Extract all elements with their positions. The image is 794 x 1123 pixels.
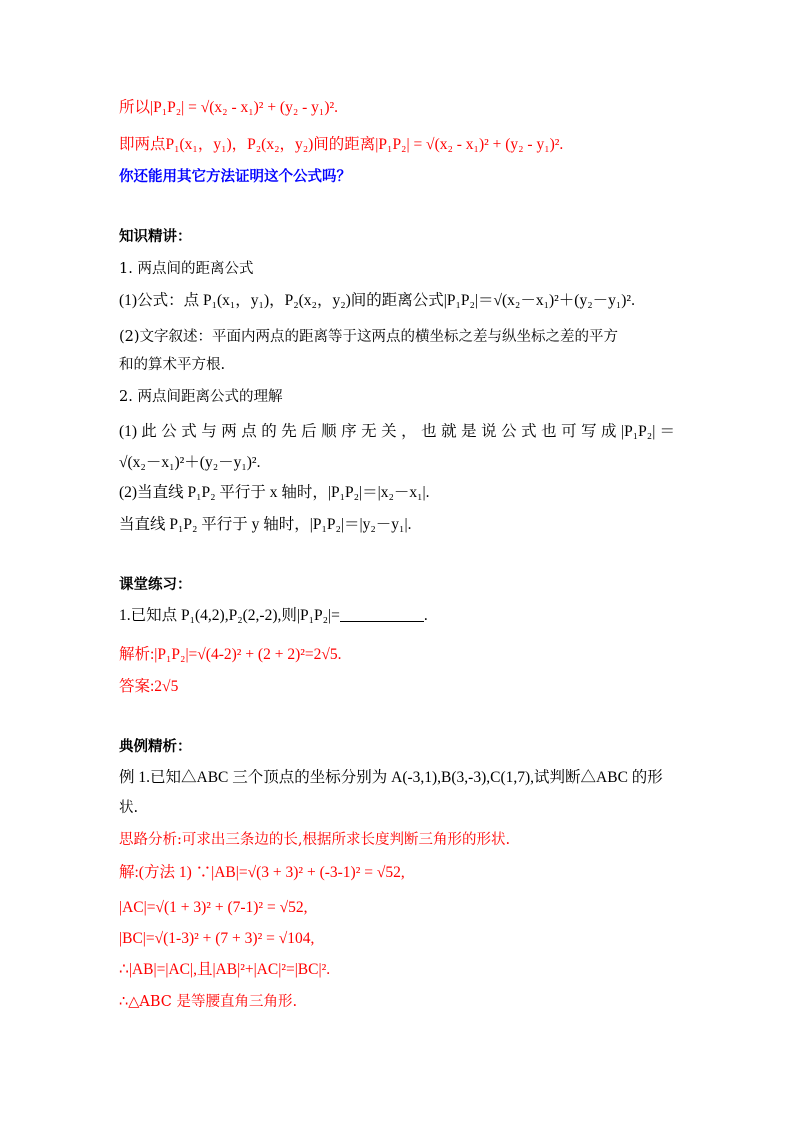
- practice-question-1-text: 1.已知点 P₁(4,2),P₂(2,-2),则|P₁P₂|=: [119, 607, 340, 624]
- text-description-line-1: (2)文字叙述：平面内两点的距离等于这两点的横坐标之差与纵坐标之差的平方: [119, 329, 619, 345]
- distance-formula-statement: 即两点P₁(x₁，y₁)，P₂(x₂，y₂)间的距离|P₁P₂| = √(x₂ - x₁)² + (y₂ - y₁)².: [119, 136, 564, 153]
- answer-blank: [340, 607, 424, 622]
- parallel-y-axis-case: 当直线 P₁P₂ 平行于 y 轴时，|P₁P₂|＝|y₂－y₁|.: [119, 516, 412, 533]
- formula-definition: (1)公式：点 P₁(x₁，y₁)，P₂(x₂，y₂)间的距离公式|P₁P₂|＝√(x₂－x₁)²＋(y₂－y₁)².: [119, 292, 635, 309]
- parallel-x-axis-case: (2)当直线 P₁P₂ 平行于 x 轴时，|P₁P₂|＝|x₂－x₁|.: [119, 484, 430, 501]
- text-description-line-2: 和的算术平方根.: [119, 357, 226, 373]
- solution-ac-length: |AC|=√(1 + 3)² + (7-1)² = √52,: [119, 899, 308, 916]
- practice-question-1: 1.已知点 P₁(4,2),P₂(2,-2),则|P₁P₂|= .: [119, 607, 428, 624]
- example-1-analysis: 思路分析:可求出三条边的长,根据所求长度判断三角形的形状.: [119, 832, 511, 848]
- alternative-proof-question: 你还能用其它方法证明这个公式吗？: [119, 169, 351, 185]
- solution-conclusion: ∴△ABC 是等腰直角三角形.: [119, 994, 298, 1010]
- example-1-statement-line-2: 状.: [119, 800, 139, 816]
- solution-bc-length: |BC|=√(1-3)² + (7 + 3)² = √104,: [119, 930, 315, 947]
- proof-conclusion-line: 所以|P₁P₂| = √(x₂ - x₁)² + (y₂ - y₁)².: [119, 99, 338, 116]
- section-heading-knowledge: 知识精讲：: [119, 229, 192, 245]
- solution-relation: ∴|AB|=|AC|,且|AB|²+|AC|²=|BC|².: [119, 961, 331, 978]
- knowledge-item-1-title: 1. 两点间的距离公式: [119, 261, 254, 277]
- practice-answer: 答案:2√5: [119, 678, 179, 695]
- section-heading-examples: 典例精析：: [119, 739, 192, 755]
- order-independence-line-1: (1) 此 公 式 与 两 点 的 先 后 顺 序 无 关 ， 也 就 是 说 公 式 也 可 写 成 |P₁P₂| ＝: [119, 423, 675, 440]
- example-1-statement-line-1: 例 1.已知△ABC 三个顶点的坐标分别为 A(-3,1),B(3,-3),C(1,7),试判断△ABC 的形: [119, 769, 663, 786]
- section-heading-practice: 课堂练习：: [119, 577, 192, 593]
- practice-solution: 解析:|P₁P₂|=√(4-2)² + (2 + 2)²=2√5.: [119, 646, 342, 663]
- knowledge-item-2-title: 2. 两点间距离公式的理解: [119, 389, 283, 405]
- order-independence-formula: √(x₂－x₁)²＋(y₂－y₁)².: [119, 454, 261, 471]
- solution-ab-length: 解:(方法 1) ∵|AB|=√(3 + 3)² + (-3-1)² = √52,: [119, 864, 405, 881]
